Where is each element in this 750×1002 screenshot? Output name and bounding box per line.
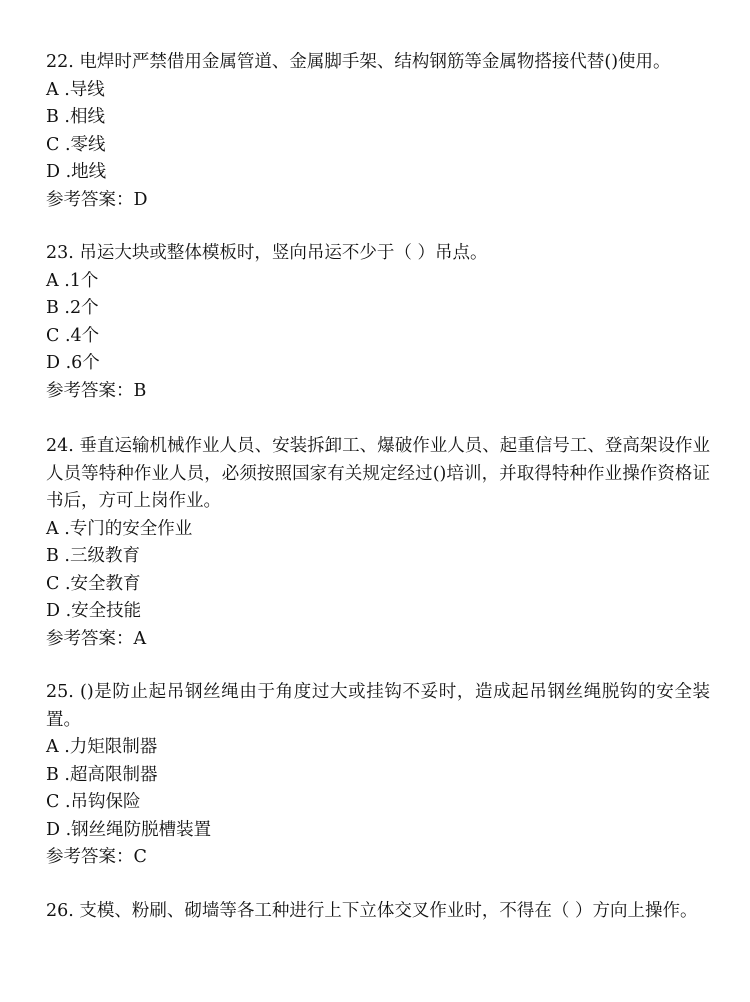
- question-24: [46, 433, 710, 653]
- question-25: [46, 679, 710, 872]
- question-26: [46, 898, 710, 926]
- reference-answer: 参考答案：A: [46, 628, 147, 649]
- option-d: D .钢丝绳防脱槽装置: [46, 819, 212, 840]
- question-stem: 26. 支模、粉刷、砌墙等各工种进行上下立体交叉作业时，不得在（ ）方向上操作。: [46, 900, 698, 921]
- option-b: B .相线: [46, 107, 105, 127]
- option-c: C .零线: [46, 134, 106, 155]
- reference-answer: 参考答案：D: [46, 189, 148, 210]
- option-b: B .超高限制器: [46, 764, 158, 785]
- reference-answer: 参考答案：C: [46, 847, 147, 867]
- reference-answer: 参考答案：B: [46, 380, 147, 401]
- question-22: [46, 49, 710, 214]
- question-stem: 23. 吊运大块或整体模板时，竖向吊运不少于（ ）吊点。: [46, 243, 488, 263]
- document-page: [46, 49, 710, 952]
- option-c: C .4个: [46, 325, 100, 346]
- option-a: A .1个: [46, 270, 99, 291]
- question-stem: 22. 电焊时严禁借用金属管道、金属脚手架、结构钢筋等金属物搭接代替()使用。: [46, 52, 671, 72]
- option-d: D .地线: [46, 162, 107, 182]
- option-d: D .6个: [46, 353, 100, 373]
- question-stem: 25. ()是防止起吊钢丝绳由于角度过大或挂钩不妥时，造成起吊钢丝绳脱钩的安全装置。: [46, 682, 710, 730]
- option-a: A .专门的安全作业: [46, 518, 193, 539]
- option-c: C .吊钩保险: [46, 792, 141, 812]
- question-23: [46, 240, 710, 405]
- question-stem: 24. 垂直运输机械作业人员、安装拆卸工、爆破作业人员、起重信号工、登高架设作业人员等特种作业人员，必须按照国家有关规定经过()培训，并取得特种作业操作资格证书后，方可上岗作业。: [46, 436, 710, 511]
- option-b: B .2个: [46, 298, 99, 318]
- option-a: A .导线: [46, 79, 105, 100]
- option-b: B .三级教育: [46, 546, 140, 566]
- option-a: A .力矩限制器: [46, 737, 158, 757]
- option-c: C .安全教育: [46, 573, 141, 594]
- option-d: D .安全技能: [46, 601, 142, 621]
